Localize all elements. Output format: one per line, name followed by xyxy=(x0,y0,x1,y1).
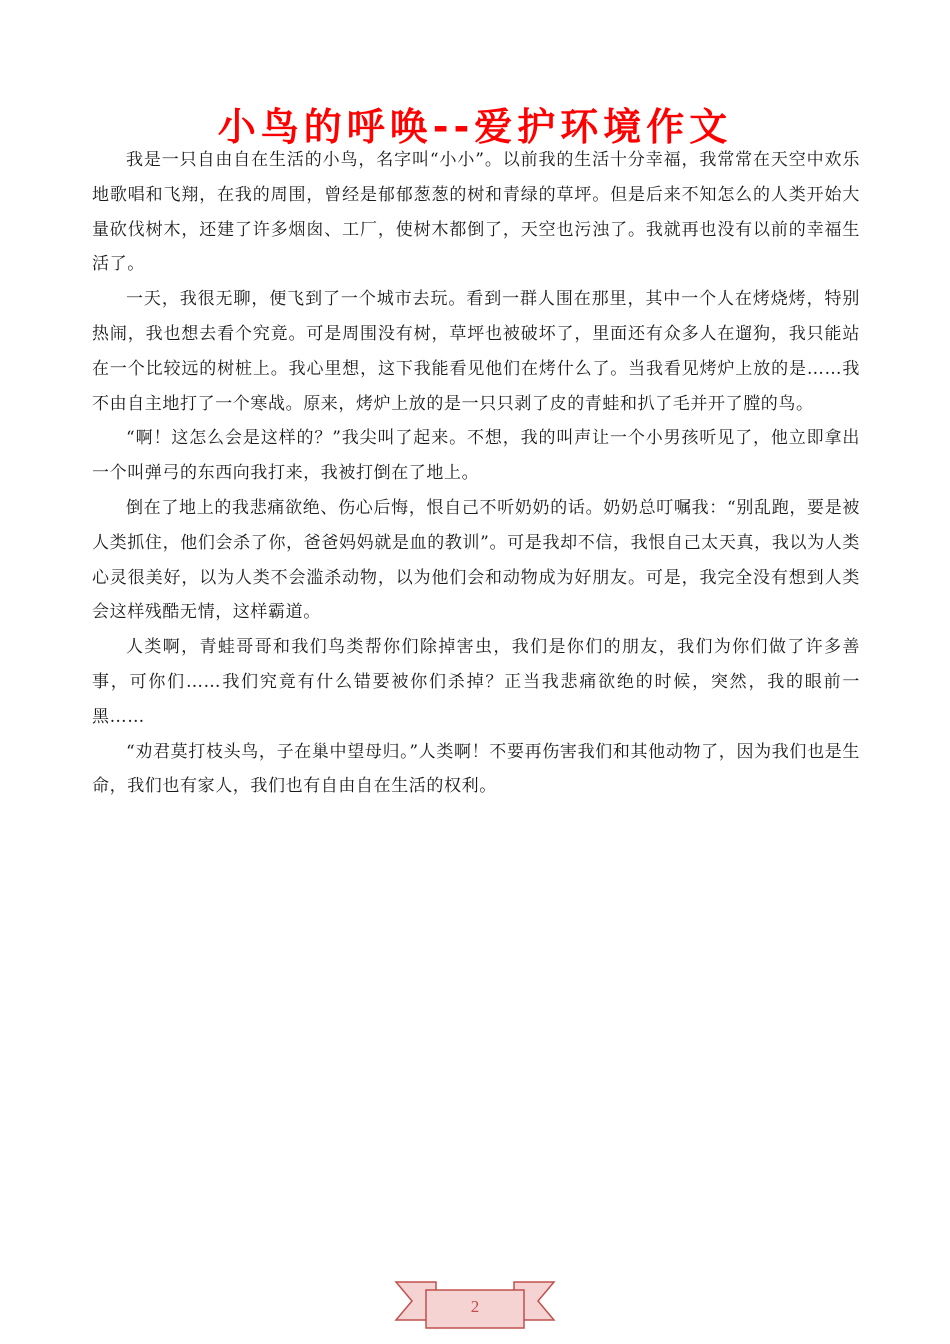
article-body xyxy=(92,143,860,804)
paragraph: 我是一只自由自在生活的小鸟，名字叫“小小”。以前我的生活十分幸福，我常常在天空中欢乐地歌唱和飞翔，在我的周围，曾经是郁郁葱葱的树和青绿的草坪。但是后来不知怎么的人类开始大量砍伐树木，还建了许多烟囱、工厂，使树木都倒了，天空也污浊了。我就再也没有以前的幸福生活了。 xyxy=(92,150,860,275)
paragraph: “啊！这怎么会是这样的？”我尖叫了起来。不想，我的叫声让一个小男孩听见了，他立即拿出一个叫弹弓的东西向我打来，我被打倒在了地上。 xyxy=(92,428,860,484)
paragraph: 倒在了地上的我悲痛欲绝、伤心后悔，恨自己不听奶奶的话。奶奶总叮嘱我：“别乱跑，要是被人类抓住，他们会杀了你，爸爸妈妈就是血的教训”。可是我却不信，我恨自己太天真，我以为人类心灵很美好，以为人类不会滥杀动物，以为他们会和动物成为好朋友。可是，我完全没有想到人类会这样残酷无情，这样霸道。 xyxy=(92,497,860,623)
document-title: 小鸟的呼唤--爱护环境作文 xyxy=(217,105,733,149)
page-number-badge xyxy=(392,1276,558,1340)
paragraph: 人类啊，青蛙哥哥和我们鸟类帮你们除掉害虫，我们是你们的朋友，我们为你们做了许多善事，可你们……我们究竟有什么错要被你们杀掉？正当我悲痛欲绝的时候，突然，我的眼前一黑…… xyxy=(92,637,860,727)
paragraph: 一天，我很无聊，便飞到了一个城市去玩。看到一群人围在那里，其中一个人在烤烧烤，特别热闹，我也想去看个究竟。可是周围没有树，草坪也被破坏了，里面还有众多人在遛狗，我只能站在一个比较远的树桩上。我心里想，这下我能看见他们在烤什么了。当我看见烤炉上放的是……我不由自主地打了一个寒战。原来，烤炉上放的是一只只剥了皮的青蛙和扒了毛并开了膛的鸟。 xyxy=(92,289,860,414)
paragraph: “劝君莫打枝头鸟，子在巢中望母归。”人类啊！不要再伤害我们和其他动物了，因为我们也是生命，我们也有家人，我们也有自由自在生活的权利。 xyxy=(92,741,860,797)
page-number: 2 xyxy=(470,1297,480,1316)
